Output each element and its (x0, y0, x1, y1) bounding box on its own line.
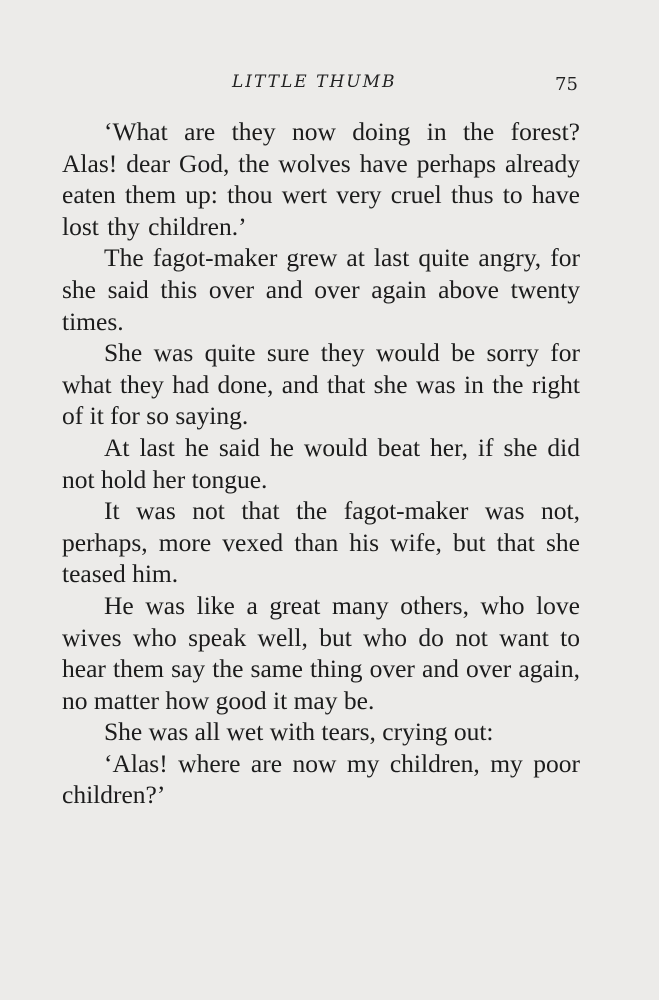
running-title: LITTLE THUMB (232, 72, 397, 92)
body-text (62, 116, 580, 811)
paragraph: The fagot-maker grew at last quite angry, for she said this over and over again above twenty times. (62, 243, 580, 336)
paragraph: ‘What are they now doing in the forest? Alas! dear God, the wolves have perhaps already eaten them up: thou wert very cruel thus to have lost thy children.’ (62, 117, 580, 241)
running-header (0, 68, 659, 98)
page-number: 75 (555, 74, 578, 95)
paragraph: She was quite sure they would be sorry for what they had done, and that she was in the right of it for so saying. (62, 338, 580, 431)
paragraph: He was like a great many others, who love wives who speak well, but who do not want to hear them say the same thing over and over again, no matter how good it may be. (62, 590, 580, 715)
paragraph: At last he said he would beat her, if she did not hold her tongue. (62, 432, 580, 494)
paragraph: She was all wet with tears, crying out: (104, 717, 494, 747)
paragraph: ‘Alas! where are now my children, my poor children?’ (62, 748, 580, 810)
paragraph: It was not that the fagot-maker was not, perhaps, more vexed than his wife, but that she teased him. (62, 496, 580, 589)
